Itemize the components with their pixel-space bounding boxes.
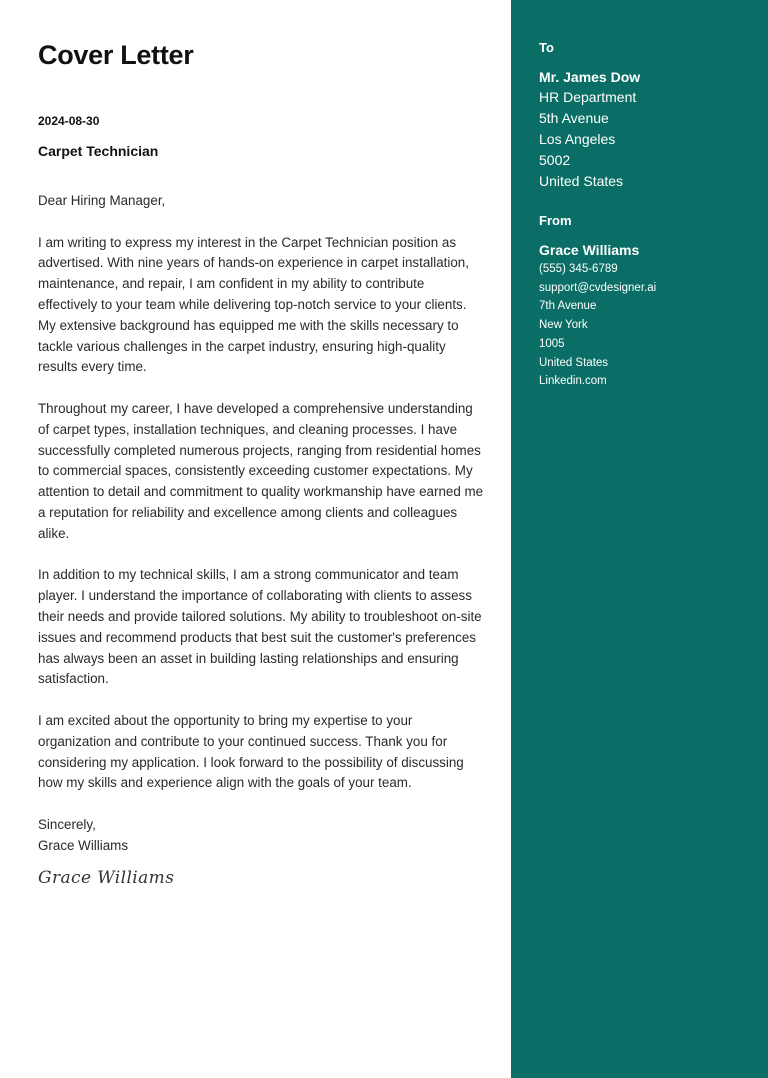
sender-name: Grace Williams [38,837,129,853]
to-heading: To [539,40,554,55]
sender-email[interactable]: support@cvdesigner.ai [539,281,657,294]
sender-linkedin-link[interactable]: Linkedin.com [539,375,607,388]
closing: Sincerely, [38,816,96,832]
sender-city: New York [539,319,588,332]
recipient-zip: 5002 [539,152,571,168]
sender-name-sidebar: Grace Williams [539,242,640,258]
recipient-country: United States [539,173,624,189]
contact-sidebar [511,0,768,1078]
paragraph-1: I am writing to express my interest in the Carpet Technician position as advertised. With nine years of hands-on experience in carpet installation, maintenance, and repair, I am confident in my ability to contribute effectively to your team while delivering top-notch service to your clients. My extensive background has equipped me with the skills necessary to tackle various challenges in the carpet industry, ensuring high-quality results every time. [38,234,469,375]
paragraph-2: Throughout my career, I have developed a comprehensive understanding of carpet types, installation techniques, and cleaning processes. I have successfully completed numerous projects, ranging from residential homes to commercial spaces, consistently exceeding customer expectations. My attention to detail and commitment to quality workmanship have earned me a reputation for reliability and excellence among clients and colleagues alike. [38,400,484,541]
letter-body [38,191,484,857]
page-title: Cover Letter [38,40,194,70]
recipient-address [539,87,636,192]
recipient-street: 5th Avenue [539,110,609,126]
sender-zip: 1005 [539,337,565,350]
handwritten-signature: Grace Williams [38,868,175,888]
job-position: Carpet Technician [38,143,159,159]
recipient-city: Los Angeles [539,131,616,147]
recipient-name: Mr. James Dow [539,69,641,85]
paragraph-4: I am excited about the opportunity to bring my expertise to your organization and contribute to your continued success. Thank you for considering my application. I look forward to the possibility of discussing how my skills and experience align with the goals of your team. [38,712,464,791]
sender-country: United States [539,356,609,369]
sender-contact [539,260,656,391]
recipient-department: HR Department [539,89,637,105]
sender-street: 7th Avenue [539,300,597,313]
from-heading: From [539,213,572,228]
paragraph-3: In addition to my technical skills, I am a strong communicator and team player. I understand the importance of collaborating with clients to assess their needs and provide tailored solutions. My ability to troubleshoot on-site issues and recommend products that best suit the customer's preferences has always been an asset in building lasting relationships and ensuring satisfaction. [38,567,482,687]
sender-phone: (555) 345-6789 [539,263,618,275]
salutation: Dear Hiring Manager, [38,193,166,208]
letter-date: 2024-08-30 [38,114,100,128]
